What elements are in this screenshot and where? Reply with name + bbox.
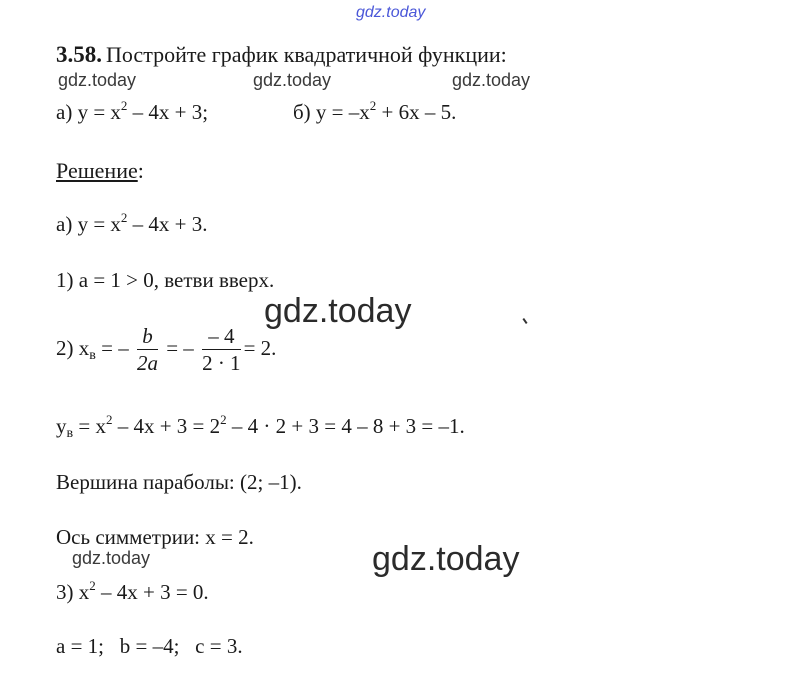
stray-mark <box>522 318 527 324</box>
task-number: 3.58. <box>56 42 102 67</box>
solution-line-a-suffix: – 4x + 3. <box>127 212 208 236</box>
fraction2-denominator: 2 · 1 <box>202 351 241 375</box>
solution-yv <box>56 412 465 441</box>
solution-step1: 1) a = 1 > 0, ветви вверх. <box>56 268 275 292</box>
task-part-a-suffix: – 4x + 3; <box>127 100 209 124</box>
task-part-a-prefix: а) y = x <box>56 100 121 124</box>
yv-exp2: 2 <box>220 412 227 427</box>
yv-part3: – 4 · 2 + 3 = 4 – 8 + 3 = –1. <box>226 414 465 438</box>
watermark-row1-c: gdz.today <box>452 70 531 90</box>
yv-prefix: y <box>56 414 67 438</box>
watermark-big-bottom: gdz.today <box>372 540 520 578</box>
task-text: Постройте график квадратичной функции: <box>106 42 507 67</box>
watermark-big-middle: gdz.today <box>264 292 412 330</box>
step3-suffix: – 4x + 3 = 0. <box>95 580 209 604</box>
fraction-b-over-2a <box>137 326 158 374</box>
solution-heading <box>56 158 144 184</box>
solution-line-a-exp: 2 <box>120 210 128 225</box>
task-part-b-suffix: + 6x – 5. <box>376 100 457 124</box>
solution-vertex: Вершина параболы: (2; –1). <box>56 470 302 494</box>
solution-line-a-prefix: а) y = x <box>56 212 121 236</box>
watermark-top: gdz.today <box>356 4 426 21</box>
step2-eq1: = – <box>95 335 129 360</box>
fraction2-numerator: – 4 <box>202 326 241 350</box>
task-header <box>56 42 507 68</box>
step2-eq2: = – <box>166 335 194 360</box>
solution-line-a <box>56 210 208 236</box>
watermark-small-bottom: gdz.today <box>72 548 151 568</box>
solution-heading-text: Решение <box>56 158 138 183</box>
step3-prefix: 3) x <box>56 580 90 604</box>
task-part-a <box>56 98 209 124</box>
task-part-a-exp: 2 <box>120 98 128 113</box>
watermark-row1-a: gdz.today <box>58 70 137 90</box>
yv-part1: = x <box>73 414 106 438</box>
solution-axis: Ось симметрии: x = 2. <box>56 525 254 549</box>
task-part-b-prefix: б) y = –x <box>293 100 370 124</box>
solution-heading-colon: : <box>137 158 144 183</box>
yv-exp1: 2 <box>105 412 113 427</box>
fraction-minus4-over-2x1 <box>202 326 241 374</box>
yv-sub: в <box>66 426 74 441</box>
solution-step3 <box>56 578 209 604</box>
step3-exp: 2 <box>89 578 96 593</box>
yv-part2: – 4x + 3 = 2 <box>112 414 221 438</box>
step2-sub: в <box>89 347 96 363</box>
task-part-b-exp: 2 <box>369 98 377 113</box>
watermark-row1-b: gdz.today <box>253 70 332 90</box>
step2-prefix: 2) x <box>56 335 90 360</box>
solution-coefficients: a = 1; b = –4; c = 3. <box>56 634 243 658</box>
solution-step2 <box>56 326 276 374</box>
fraction1-denominator: 2a <box>136 351 158 375</box>
fraction1-numerator: b <box>137 326 158 350</box>
step2-result: = 2. <box>243 335 277 360</box>
task-part-b <box>293 98 457 124</box>
